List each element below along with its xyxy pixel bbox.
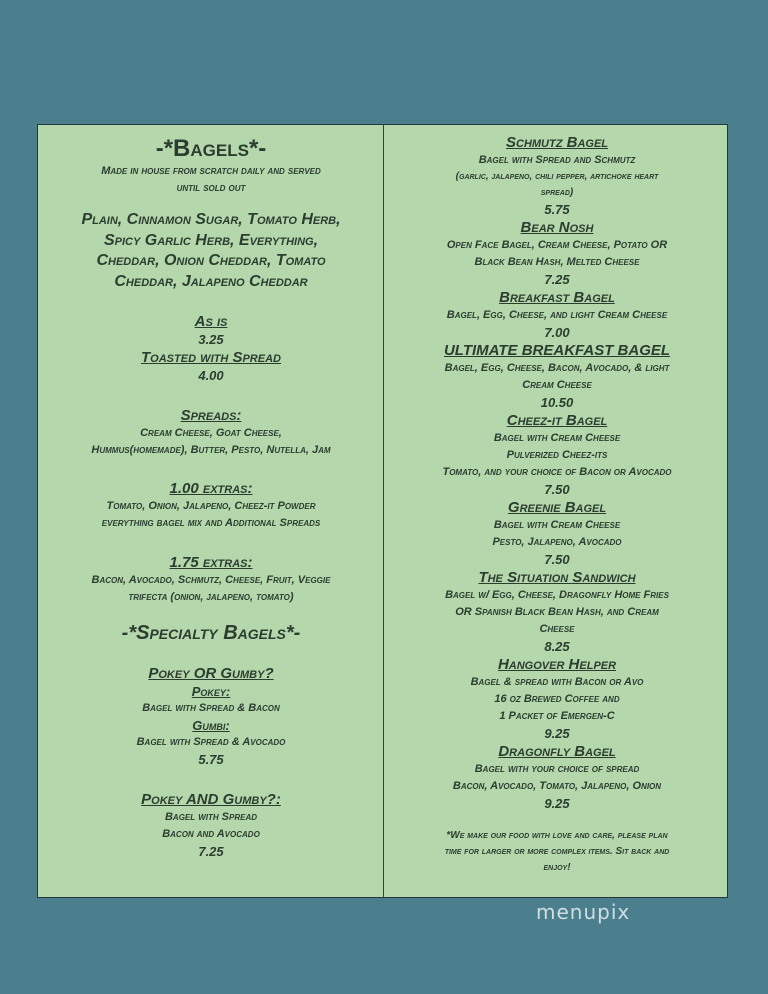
item-name: Greenie Bagel — [507, 499, 607, 516]
item-line: Bagel with Cream Cheese — [493, 432, 621, 444]
specialty-items — [388, 133, 726, 812]
section-line: Hummus(homemade), Butter, Pesto, Nutella, Jam — [91, 444, 331, 456]
item-name: Pokey OR Gumby? — [148, 665, 274, 682]
toasted-item — [42, 348, 380, 384]
pokey-or-gumby-item — [42, 664, 380, 768]
item-name: Dragonfly Bagel — [498, 743, 616, 760]
item-price: 7.50 — [544, 482, 570, 497]
section-line: Cream Cheese, Goat Cheese, — [140, 427, 282, 439]
item-price: 7.50 — [544, 552, 570, 567]
item-line: Tomato, and your choice of Bacon or Avocado — [442, 466, 672, 478]
section-name: 1.00 extras: — [169, 480, 253, 497]
note-line: time for larger or more complex items. Sit back and — [444, 846, 670, 857]
bagels-column — [42, 125, 380, 860]
menupix-watermark: menupix — [536, 900, 631, 924]
menu-item — [388, 218, 726, 288]
pokey-and-gumby-item — [42, 790, 380, 860]
item-price: 7.00 — [544, 325, 570, 340]
bagels-subtitle: Made in house from scratch daily and served — [101, 165, 321, 177]
note-line: enjoy! — [543, 862, 571, 873]
item-line: Open Face Bagel, Cream Cheese, Potato OR — [446, 239, 668, 251]
item-line: Pesto, Jalapeno, Avocado — [492, 536, 622, 548]
item-price: 5.75 — [544, 202, 570, 217]
menu-item — [388, 133, 726, 218]
item-line: 16 oz Brewed Coffee and — [494, 693, 620, 705]
flavor-line: Spicy Garlic Herb, Everything, — [103, 231, 319, 249]
item-line: Bagel w/ Egg, Cheese, Dragonfly Home Fries — [445, 589, 669, 601]
section-line: Tomato, Onion, Jalapeno, Cheez-it Powder — [106, 500, 316, 512]
menu-item — [388, 288, 726, 341]
item-detail: spread) — [540, 187, 574, 198]
bagels-subtitle: until sold out — [176, 182, 246, 194]
spreads-section — [42, 406, 380, 459]
item-name: Breakfast Bagel — [499, 289, 615, 306]
item-price: 9.25 — [544, 796, 570, 811]
item-line: Bagel with Cream Cheese — [493, 519, 621, 531]
item-price: 7.25 — [198, 844, 224, 859]
menu-panel — [37, 124, 728, 898]
item-price: 10.50 — [540, 395, 574, 410]
menu-item — [388, 568, 726, 655]
item-price: 4.00 — [198, 368, 224, 383]
item-line: Bagel, Egg, Cheese, Bacon, Avocado, & light — [444, 362, 670, 374]
item-line: OR Spanish Black Bean Hash, and Cream — [455, 606, 659, 618]
item-name: The Situation Sandwich — [478, 569, 636, 586]
item-name: ULTIMATE BREAKFAST BAGEL — [443, 342, 671, 359]
item-name: Schmutz Bagel — [506, 134, 608, 151]
as-is-item — [42, 312, 380, 348]
specialty-title: -*Specialty Bagels*- — [121, 622, 301, 644]
item-price: 8.25 — [544, 639, 570, 654]
flavor-line: Cheddar, Jalapeno Cheddar — [114, 272, 308, 290]
item-name: Hangover Helper — [497, 656, 617, 673]
menu-item — [388, 498, 726, 568]
item-price: 9.25 — [544, 726, 570, 741]
sub-item-name: Gumbi: — [192, 718, 230, 733]
item-name: Bear Nosh — [520, 219, 594, 236]
extras-175-section — [42, 553, 380, 606]
bagels-title: -*Bagels*- — [155, 135, 267, 162]
item-line: Bacon and Avocado — [162, 828, 260, 840]
sub-item-name: Pokey: — [191, 684, 231, 699]
item-name: Cheez-it Bagel — [506, 412, 608, 429]
item-line: Bagel, Egg, Cheese, and light Cream Cheese — [446, 309, 668, 321]
extras-100-section — [42, 479, 380, 532]
item-name: Pokey AND Gumby?: — [141, 791, 281, 808]
menu-item — [388, 411, 726, 498]
section-line: everything bagel mix and Additional Spreads — [101, 517, 321, 529]
item-detail: (garlic, jalapeno, chili pepper, artichoke heart — [455, 171, 659, 182]
item-line: Bagel with Spread & Bacon — [142, 702, 280, 714]
section-name: Spreads: — [180, 407, 242, 424]
item-line: Bagel with Spread — [164, 811, 258, 823]
section-name: 1.75 extras: — [169, 554, 253, 571]
menu-item — [388, 341, 726, 411]
menu-item — [388, 742, 726, 812]
item-line: Cream Cheese — [522, 379, 592, 391]
flavor-line: Plain, Cinnamon Sugar, Tomato Herb, — [81, 211, 341, 228]
item-line: Bagel & spread with Bacon or Avo — [470, 676, 644, 688]
kitchen-note — [388, 828, 726, 876]
item-line: 1 Packet of Emergen-C — [499, 710, 615, 722]
flavor-list — [42, 210, 380, 292]
item-line: Black Bean Hash, Melted Cheese — [474, 256, 640, 268]
item-line: Bacon, Avocado, Tomato, Jalapeno, Onion — [452, 780, 662, 792]
item-line: Cheese — [539, 623, 575, 635]
item-line: Bagel with Spread & Avocado — [136, 736, 286, 748]
item-name: Toasted with Spread — [141, 349, 281, 366]
menu-item — [388, 655, 726, 742]
specialty-column — [388, 133, 726, 876]
section-line: trifecta (onion, jalapeno, tomato) — [128, 591, 294, 603]
item-price: 5.75 — [198, 752, 224, 767]
flavor-line: Cheddar, Onion Cheddar, Tomato — [96, 252, 326, 269]
item-line: Pulverized Cheez-its — [506, 449, 608, 461]
item-price: 3.25 — [198, 332, 224, 347]
item-line: Bagel with your choice of spread — [474, 763, 640, 775]
section-line: Bacon, Avocado, Schmutz, Cheese, Fruit, Veggie — [91, 574, 331, 586]
column-divider — [383, 125, 384, 897]
item-name: As is — [194, 313, 228, 330]
item-price: 7.25 — [544, 272, 570, 287]
note-line: *We make our food with love and care, please plan — [446, 830, 668, 841]
item-line: Bagel with Spread and Schmutz — [478, 154, 636, 166]
